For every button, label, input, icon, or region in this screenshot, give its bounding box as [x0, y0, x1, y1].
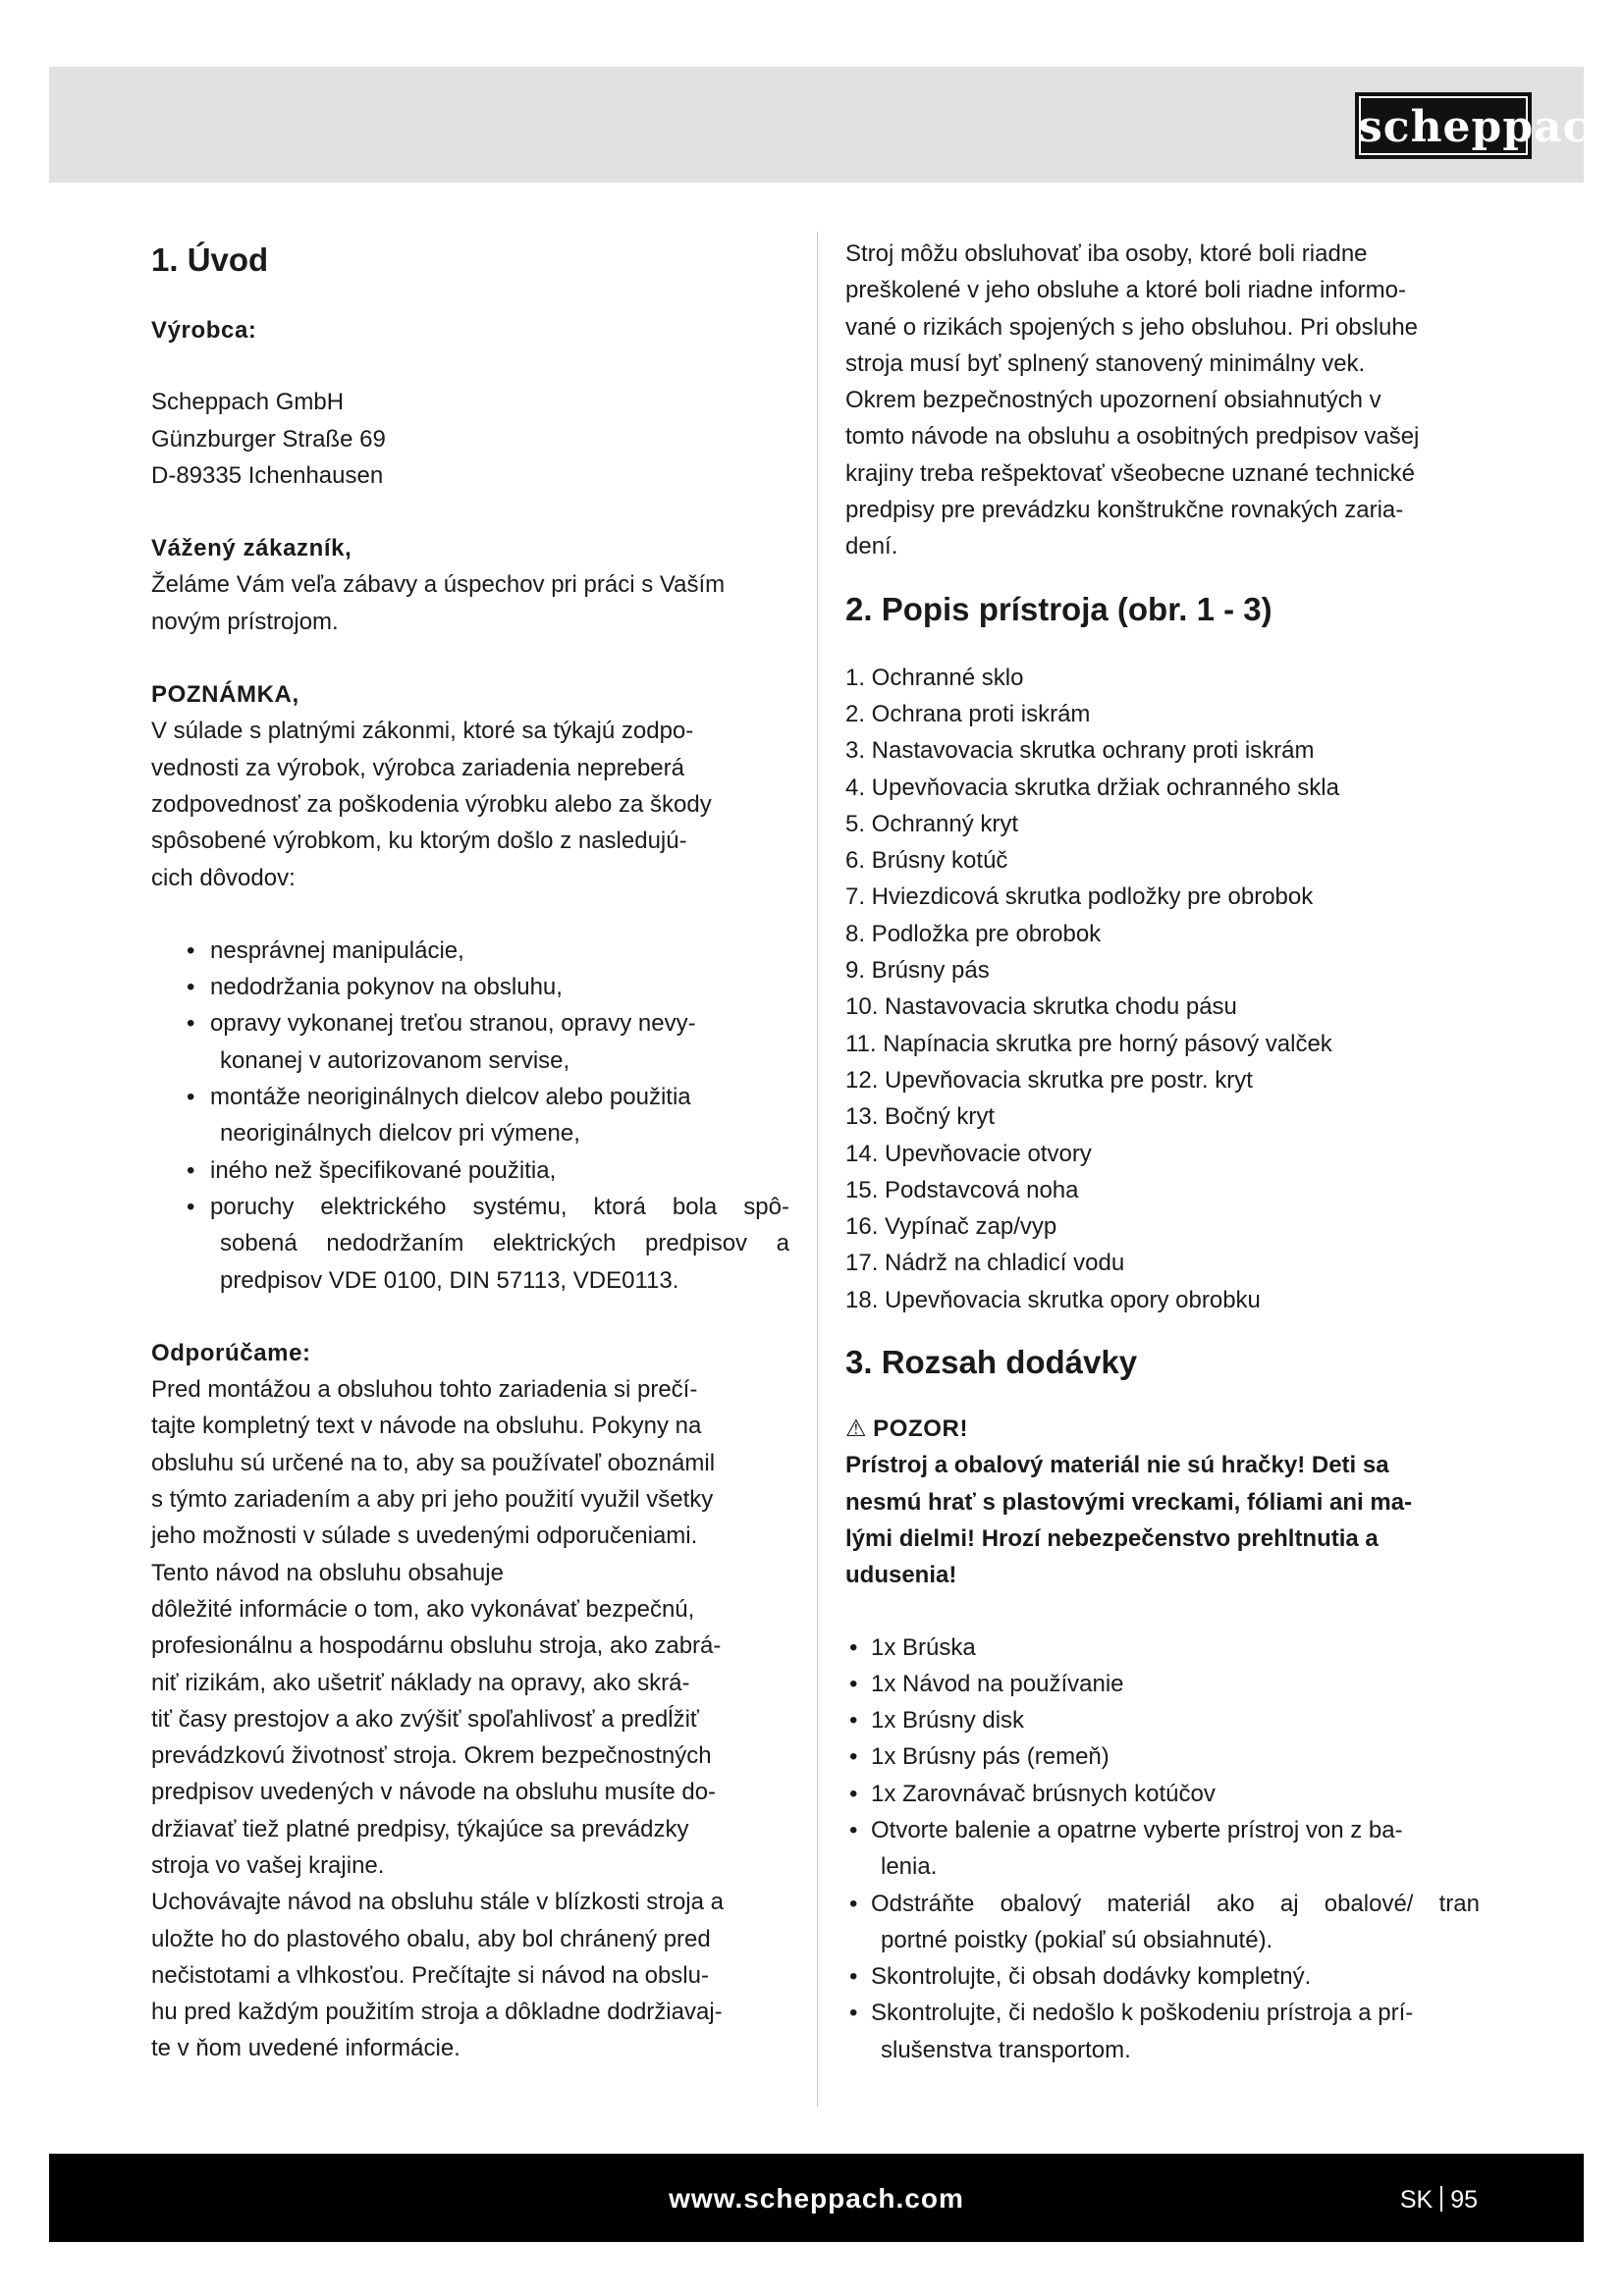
- warning-paragraph: [845, 1447, 1480, 1593]
- header-bar: [49, 67, 1584, 183]
- list-item: • Odstráňte obalový materiál ako aj obalové/ tran portné poistky (pokiaľ sú obsiahnuté).: [849, 1890, 1480, 1953]
- operator-line: predpisy pre prevádzku konštrukčne rovnakých zaria-: [845, 497, 1404, 524]
- list-item: 15. Podstavcová noha: [845, 1176, 1079, 1203]
- note-line: cich dôvodov:: [151, 864, 296, 891]
- list-item: 18. Upevňovacia skrutka opory obrobku: [845, 1286, 1261, 1313]
- recommend-line: obsluhu sú určené na to, aby sa používateľ oboznámil: [151, 1449, 716, 1476]
- recommend-line: Pred montážou a obsluhou tohto zariadenia si prečí-: [151, 1376, 698, 1404]
- list-item: 2. Ochrana proti iskrám: [845, 700, 1091, 727]
- warning-triangle-icon: ⚠: [845, 1415, 868, 1443]
- liability-exclusions-list: [151, 933, 789, 1299]
- note-line: zodpovednosť za poškodenia výrobku alebo za škody: [151, 790, 712, 818]
- delivery-list: [845, 1629, 1480, 2069]
- operator-line: tomto návode na obsluhu a osobitných predpisov vašej: [845, 423, 1420, 451]
- list-item: • nesprávnej manipulácie,: [187, 936, 464, 964]
- warning-heading: ⚠ POZOR!: [845, 1411, 1480, 1447]
- operator-line: Okrem bezpečnostných upozornení obsiahnutých v: [845, 387, 1381, 414]
- operator-line: stroja musí byť splnený stanovený minimálny vek.: [845, 349, 1366, 377]
- dear-customer-text: novým prístrojom.: [151, 608, 339, 635]
- recommend-line: prevádzkovú životnosť stroja. Okrem bezpečnostných: [151, 1742, 712, 1770]
- recommend-line: Tento návod na obsluhu obsahuje: [151, 1559, 504, 1586]
- parts-list: [845, 660, 1480, 1318]
- list-item: 13. Bočný kryt: [845, 1103, 996, 1131]
- page-number: SK 95: [1399, 2186, 1478, 2214]
- recommend-line: držiavať tiež platné predpisy, týkajúce sa prevádzky: [151, 1815, 689, 1842]
- list-item: • montáže neoriginálnych dielcov alebo použitia neoriginálnych dielcov pri výmene,: [187, 1084, 691, 1148]
- warning-line: lými dielmi! Hrozí nebezpečenstvo prehltnutia a: [845, 1524, 1379, 1552]
- list-item: 12. Upevňovacia skrutka pre postr. kryt: [845, 1066, 1253, 1094]
- list-item: 6. Brúsny kotúč: [845, 847, 1008, 875]
- list-item: • poruchy elektrického systému, ktorá bola spô- sobená nedodržaním elektrických predpisov a predpisov VDE 0100, DIN 57113, VDE0113.: [187, 1193, 789, 1294]
- section-3-title: 3. Rozsah dodávky: [845, 1344, 1138, 1381]
- recommend-line: tajte kompletný text v návode na obsluhu. Pokyny na: [151, 1413, 702, 1440]
- list-item: 5. Ochranný kryt: [845, 810, 1019, 837]
- list-item: • 1x Brúsny disk: [849, 1707, 1025, 1735]
- list-item: 17. Nádrž na chladicí vodu: [845, 1250, 1125, 1277]
- list-item: • 1x Brúska: [849, 1633, 976, 1661]
- footer-bar: [49, 2154, 1584, 2242]
- list-item: 1. Ochranné sklo: [845, 664, 1024, 691]
- column-divider: [817, 232, 818, 2107]
- footer-url: www.scheppach.com: [669, 2183, 964, 2214]
- scheppach-logo: scheppach: [1355, 92, 1532, 159]
- list-item: • 1x Zarovnávač brúsnych kotúčov: [849, 1780, 1216, 1807]
- recommend-line: uložte ho do plastového obalu, aby bol chránený pred: [151, 1925, 711, 1952]
- note-label: POZNÁMKA,: [151, 681, 299, 709]
- section-2-title: 2. Popis prístroja (obr. 1 - 3): [845, 590, 1272, 627]
- recommend-line: tiť časy prestojov a ako zvýšiť spoľahlivosť a predĺžiť: [151, 1705, 699, 1733]
- list-item: • 1x Brúsny pás (remeň): [849, 1743, 1110, 1771]
- warning-line: nesmú hrať s plastovými vreckami, fóliami ani ma-: [845, 1488, 1413, 1516]
- left-column: [151, 236, 789, 2067]
- dear-customer-text: Želáme Vám veľa zábavy a úspechov pri práci s Vaším: [151, 571, 726, 599]
- section-1-title: 1. Úvod: [151, 241, 269, 278]
- list-item: 8. Podložka pre obrobok: [845, 920, 1102, 947]
- manufacturer-label: Výrobca:: [151, 317, 257, 344]
- note-paragraph: [151, 713, 789, 895]
- recommend-line: stroja vo vašej krajine.: [151, 1851, 385, 1879]
- recommend-line: Uchovávajte návod na obsluhu stále v blízkosti stroja a: [151, 1889, 724, 1916]
- list-item: • opravy vykonanej treťou stranou, opravy nevy- konanej v autorizovanom servise,: [187, 1010, 696, 1074]
- operator-line: vané o rizikách spojených s jeho obsluhou. Pri obsluhe: [845, 313, 1419, 341]
- list-item: 3. Nastavovacia skrutka ochrany proti iskrám: [845, 737, 1315, 765]
- operator-line: preškolené v jeho obsluhe a ktoré boli riadne informo-: [845, 277, 1406, 304]
- operator-paragraph: [845, 236, 1480, 565]
- list-item: • Skontrolujte, či obsah dodávky kompletný.: [849, 1963, 1312, 1991]
- list-item: 11. Napínacia skrutka pre horný pásový valček: [845, 1030, 1332, 1057]
- list-item: 7. Hviezdicová skrutka podložky pre obrobok: [845, 883, 1314, 911]
- recommend-line: s týmto zariadením a aby pri jeho použití využil všetky: [151, 1486, 714, 1514]
- list-item: 4. Upevňovacia skrutka držiak ochranného skla: [845, 774, 1339, 801]
- list-item: • Skontrolujte, či nedošlo k poškodeniu prístroja a prí- slušenstva transportom.: [849, 2000, 1414, 2063]
- list-item: • Otvorte balenie a opatrne vyberte prístroj von z ba- lenia.: [849, 1816, 1403, 1881]
- list-item: 16. Vypínač zap/vyp: [845, 1213, 1057, 1241]
- recommend-line: hu pred každým použitím stroja a dôkladne dodržiavaj-: [151, 1999, 723, 2026]
- list-item: 9. Brúsny pás: [845, 957, 990, 985]
- address-line: Günzburger Straße 69: [151, 425, 386, 453]
- recommend-line: nečistotami a vlhkosťou. Prečítajte si návod na obslu-: [151, 1961, 709, 1989]
- list-item: 10. Nastavovacia skrutka chodu pásu: [845, 993, 1237, 1021]
- recommend-line: predpisov uvedených v návode na obsluhu musíte do-: [151, 1779, 717, 1806]
- dear-customer-label: Vážený zákazník,: [151, 535, 352, 562]
- recommend-line: niť rizikám, ako ušetriť náklady na opravy, ako skrá-: [151, 1669, 690, 1696]
- note-line: vednosti za výrobok, výrobca zariadenia nepreberá: [151, 754, 684, 781]
- list-item: • nedodržania pokynov na obsluhu,: [187, 974, 563, 1001]
- warning-line: udusenia!: [845, 1562, 957, 1589]
- address-line: Scheppach GmbH: [151, 389, 345, 416]
- recommend-line: dôležité informácie o tom, ako vykonávať bezpečnú,: [151, 1595, 695, 1623]
- recommend-label: Odporúčame:: [151, 1339, 311, 1366]
- recommend-paragraph: [151, 1371, 789, 2067]
- recommend-line: profesionálnu a hospodárnu obsluhu stroja, ako zabrá-: [151, 1632, 722, 1660]
- operator-line: Stroj môžu obsluhovať iba osoby, ktoré boli riadne: [845, 240, 1368, 267]
- right-column: [845, 236, 1480, 2068]
- list-item: • iného než špecifikované použitia,: [187, 1156, 557, 1184]
- list-item: • 1x Návod na používanie: [849, 1670, 1124, 1697]
- note-line: V súlade s platnými zákonmi, ktoré sa týkajú zodpo-: [151, 718, 694, 745]
- address-line: D-89335 Ichenhausen: [151, 461, 384, 489]
- operator-line: dení.: [845, 533, 898, 561]
- recommend-line: te v ňom uvedené informácie.: [151, 2035, 460, 2062]
- manufacturer-address: [151, 384, 789, 494]
- operator-line: krajiny treba rešpektovať všeobecne uznané technické: [845, 459, 1416, 487]
- list-item: 14. Upevňovacie otvory: [845, 1140, 1092, 1167]
- warning-line: Prístroj a obalový materiál nie sú hračky! Deti sa: [845, 1452, 1389, 1479]
- recommend-line: jeho možnosti v súlade s uvedenými odporučeniami.: [151, 1522, 698, 1550]
- note-line: spôsobené výrobkom, ku ktorým došlo z nasledujú-: [151, 828, 687, 855]
